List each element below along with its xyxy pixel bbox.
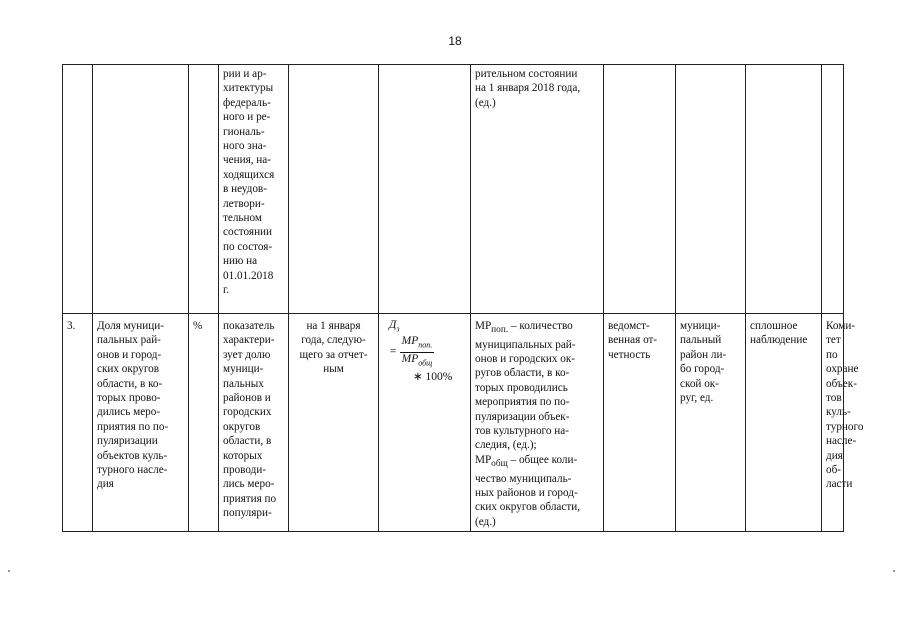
numerator-symbol: МР xyxy=(401,335,419,348)
cell-formula-empty xyxy=(379,65,471,314)
cell-unit xyxy=(189,314,219,532)
cell-observation-empty xyxy=(676,65,746,314)
cell-data-source xyxy=(604,314,676,532)
cell-period xyxy=(289,314,379,532)
cell-unit-empty xyxy=(189,65,219,314)
collection-method: сплошное наблюдение xyxy=(750,320,808,347)
cell-observation-unit xyxy=(676,314,746,532)
row-number: 3. xyxy=(67,320,76,332)
cell-period-empty xyxy=(289,65,379,314)
indicator-definition: показатель характери- зует долю муници- пальных районов и городских округов области, в которых проводи- лись меро- приятия по популяри- xyxy=(223,320,277,520)
responsible-body: Коми- тет по охране объек- тов куль- турного насле- дия об- ласти xyxy=(826,320,864,491)
cell-indicator-empty xyxy=(93,65,189,314)
formula-lhs-sub: з xyxy=(396,324,400,334)
cell-collection-method xyxy=(746,314,822,532)
formula-fraction xyxy=(400,335,435,369)
data-source: ведомст- венная от- четность xyxy=(608,320,658,361)
var1-sub: поп. xyxy=(491,325,509,336)
numerator-sub: поп. xyxy=(418,340,433,350)
cell-method-empty xyxy=(746,65,822,314)
var2-text: – общее коли- чество муниципаль- ных районов и город- ских округов области, (ед.) xyxy=(475,453,581,528)
denominator-symbol: МР xyxy=(401,352,419,365)
observation-unit: муници- пальный район ли- бо город- ской ок- руг, ед. xyxy=(680,320,727,405)
indicator-name: Доля муници- пальных рай- онов и город- ских округов области, в ко- торых прово- дились меро- приятия по по- пуляризации объектов куль- турного насле- дия xyxy=(97,320,169,491)
denominator-sub: общ xyxy=(418,357,433,367)
scan-speck xyxy=(893,570,895,572)
cell-row-number xyxy=(63,314,93,532)
var2-sub: общ xyxy=(491,459,508,470)
unit-of-measure: % xyxy=(193,320,203,332)
formula-numerator xyxy=(400,335,435,352)
cell-variables xyxy=(471,314,604,532)
indicator-table xyxy=(62,64,864,532)
table-row-3 xyxy=(63,314,844,532)
table-row-continued xyxy=(63,65,844,314)
scan-speck xyxy=(8,570,10,572)
cell-variables-continued xyxy=(471,65,604,314)
cell-definition xyxy=(219,314,289,532)
var2-symbol: МР xyxy=(475,453,492,466)
measure-continued-text: рии и ар- хитектуры федераль- ного и ре- гиональ- ного зна- чения, на- ходящихся в неудов- летвори- тельном состоянии по состоя- нию на 01.01.2018 г. xyxy=(223,68,275,297)
formula-denominator xyxy=(400,353,435,369)
cell-indicator-name xyxy=(93,314,189,532)
cell-measure-continued xyxy=(219,65,289,314)
var1-symbol: МР xyxy=(475,320,492,332)
formula-lhs: Д xyxy=(389,319,397,331)
reporting-period: на 1 января года, следую- щего за отчет- ным xyxy=(299,320,368,376)
formula-equals: = xyxy=(389,345,397,358)
var1-text: – количество муниципальных рай- онов и городских ок- ругов области, в ко- торых проводились мероприятия по по- пуляризации объек- тов культурного на- следия, (ед.); xyxy=(475,320,576,452)
variables-continued-text: рительном состоянии на 1 января 2018 года, (ед.) xyxy=(475,68,581,109)
cell-responsible xyxy=(822,314,864,532)
variable-definitions xyxy=(475,319,599,529)
page-number: 18 xyxy=(448,34,462,48)
cell-number-empty xyxy=(63,65,93,314)
formula-multiplier: ∗ 100% xyxy=(413,370,453,383)
cell-responsible-empty xyxy=(822,65,844,314)
cell-formula xyxy=(379,314,471,532)
calculation-formula xyxy=(383,319,466,384)
cell-source-empty xyxy=(604,65,676,314)
